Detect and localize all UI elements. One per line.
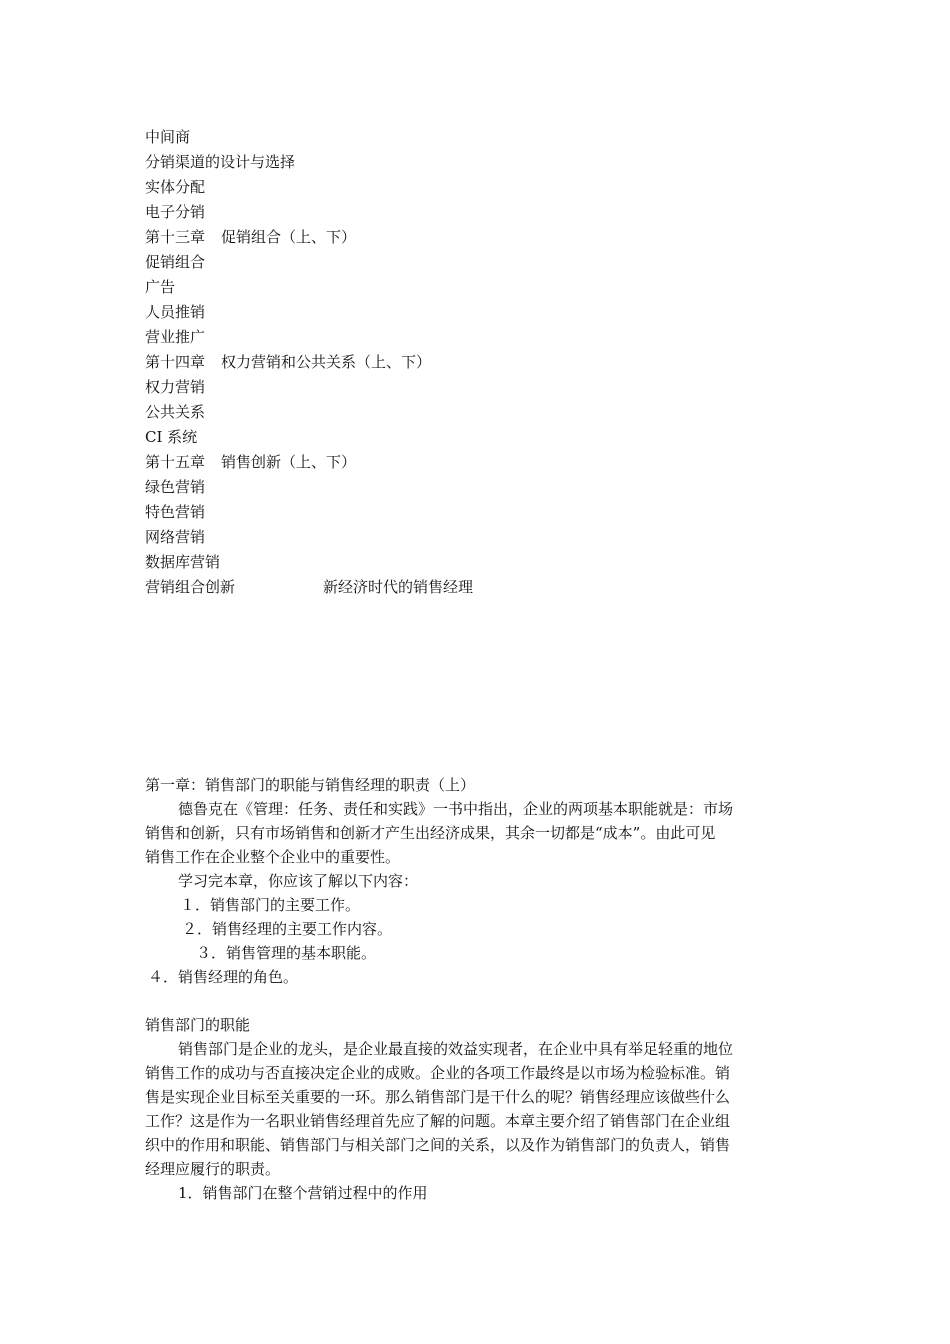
chapter-title: 权力营销和公共关系（上、下） bbox=[221, 353, 432, 371]
section-heading: 销售部门的职能 bbox=[145, 1016, 251, 1034]
toc-item-left: 营销组合创新 bbox=[145, 578, 236, 596]
chapter-number: 第十五章 bbox=[145, 453, 206, 471]
paragraph-line: 销售工作在企业整个企业中的重要性。 bbox=[145, 848, 401, 866]
paragraph-line: 织中的作用和职能、销售部门与相关部门之间的关系，以及作为销售部门的负责人，销售 bbox=[145, 1136, 731, 1154]
chapter-title: 第一章：销售部门的职能与销售经理的职责（上） bbox=[145, 776, 476, 794]
toc-chapter-heading bbox=[145, 225, 805, 250]
spacer bbox=[145, 989, 807, 1013]
toc-item: 实体分配 bbox=[145, 178, 206, 196]
paragraph-line: 德鲁克在《管理：任务、责任和实践》一书中指出，企业的两项基本职能就是：市场 bbox=[178, 800, 734, 818]
toc-item: 网络营销 bbox=[145, 528, 206, 546]
chapter-title: 促销组合（上、下） bbox=[221, 228, 357, 246]
toc-item: 数据库营销 bbox=[145, 553, 221, 571]
toc-item: 广告 bbox=[145, 278, 176, 296]
learning-item: １．销售部门的主要工作。 bbox=[180, 896, 361, 914]
learning-item: ３．销售管理的基本职能。 bbox=[196, 944, 377, 962]
chapter-number: 第十三章 bbox=[145, 228, 206, 246]
toc-item: 电子分销 bbox=[145, 203, 206, 221]
toc-item: 中间商 bbox=[145, 128, 191, 146]
toc-item: 促销组合 bbox=[145, 253, 206, 271]
paragraph-line: 工作？这是作为一名职业销售经理首先应了解的问题。本章主要介绍了销售部门在企业组 bbox=[145, 1112, 731, 1130]
chapter-title: 销售创新（上、下） bbox=[221, 453, 357, 471]
toc-item: 营业推广 bbox=[145, 328, 206, 346]
toc-item: 绿色营销 bbox=[145, 478, 206, 496]
toc-item-right: 新经济时代的销售经理 bbox=[323, 578, 474, 596]
table-of-contents bbox=[145, 125, 805, 600]
paragraph-line: 售是实现企业目标至关重要的一环。那么销售部门是干什么的呢？销售经理应该做些什么 bbox=[145, 1088, 731, 1106]
learning-item: ２．销售经理的主要工作内容。 bbox=[182, 920, 393, 938]
toc-item: CI 系统 bbox=[145, 428, 198, 446]
paragraph-line: 销售工作的成功与否直接决定企业的成败。企业的各项工作最终是以市场为检验标准。销 bbox=[145, 1064, 731, 1082]
toc-item: 权力营销 bbox=[145, 378, 206, 396]
paragraph-line: 销售和创新，只有市场销售和创新才产生出经济成果，其余一切都是“成本”。由此可见 bbox=[145, 824, 716, 842]
subsection-heading: 1．销售部门在整个营销过程中的作用 bbox=[178, 1184, 428, 1202]
toc-item: 人员推销 bbox=[145, 303, 206, 321]
toc-item: 特色营销 bbox=[145, 503, 206, 521]
learning-item: ４．销售经理的角色。 bbox=[148, 968, 299, 986]
toc-chapter-heading bbox=[145, 350, 805, 375]
chapter-body bbox=[145, 773, 807, 1205]
paragraph-line: 经理应履行的职责。 bbox=[145, 1160, 281, 1178]
toc-chapter-heading bbox=[145, 450, 805, 475]
toc-item bbox=[145, 575, 805, 600]
learning-intro: 学习完本章，你应该了解以下内容： bbox=[178, 872, 419, 890]
paragraph-line: 销售部门是企业的龙头，是企业最直接的效益实现者，在企业中具有举足轻重的地位 bbox=[178, 1040, 734, 1058]
toc-item: 分销渠道的设计与选择 bbox=[145, 153, 296, 171]
chapter-number: 第十四章 bbox=[145, 353, 206, 371]
toc-item: 公共关系 bbox=[145, 403, 206, 421]
